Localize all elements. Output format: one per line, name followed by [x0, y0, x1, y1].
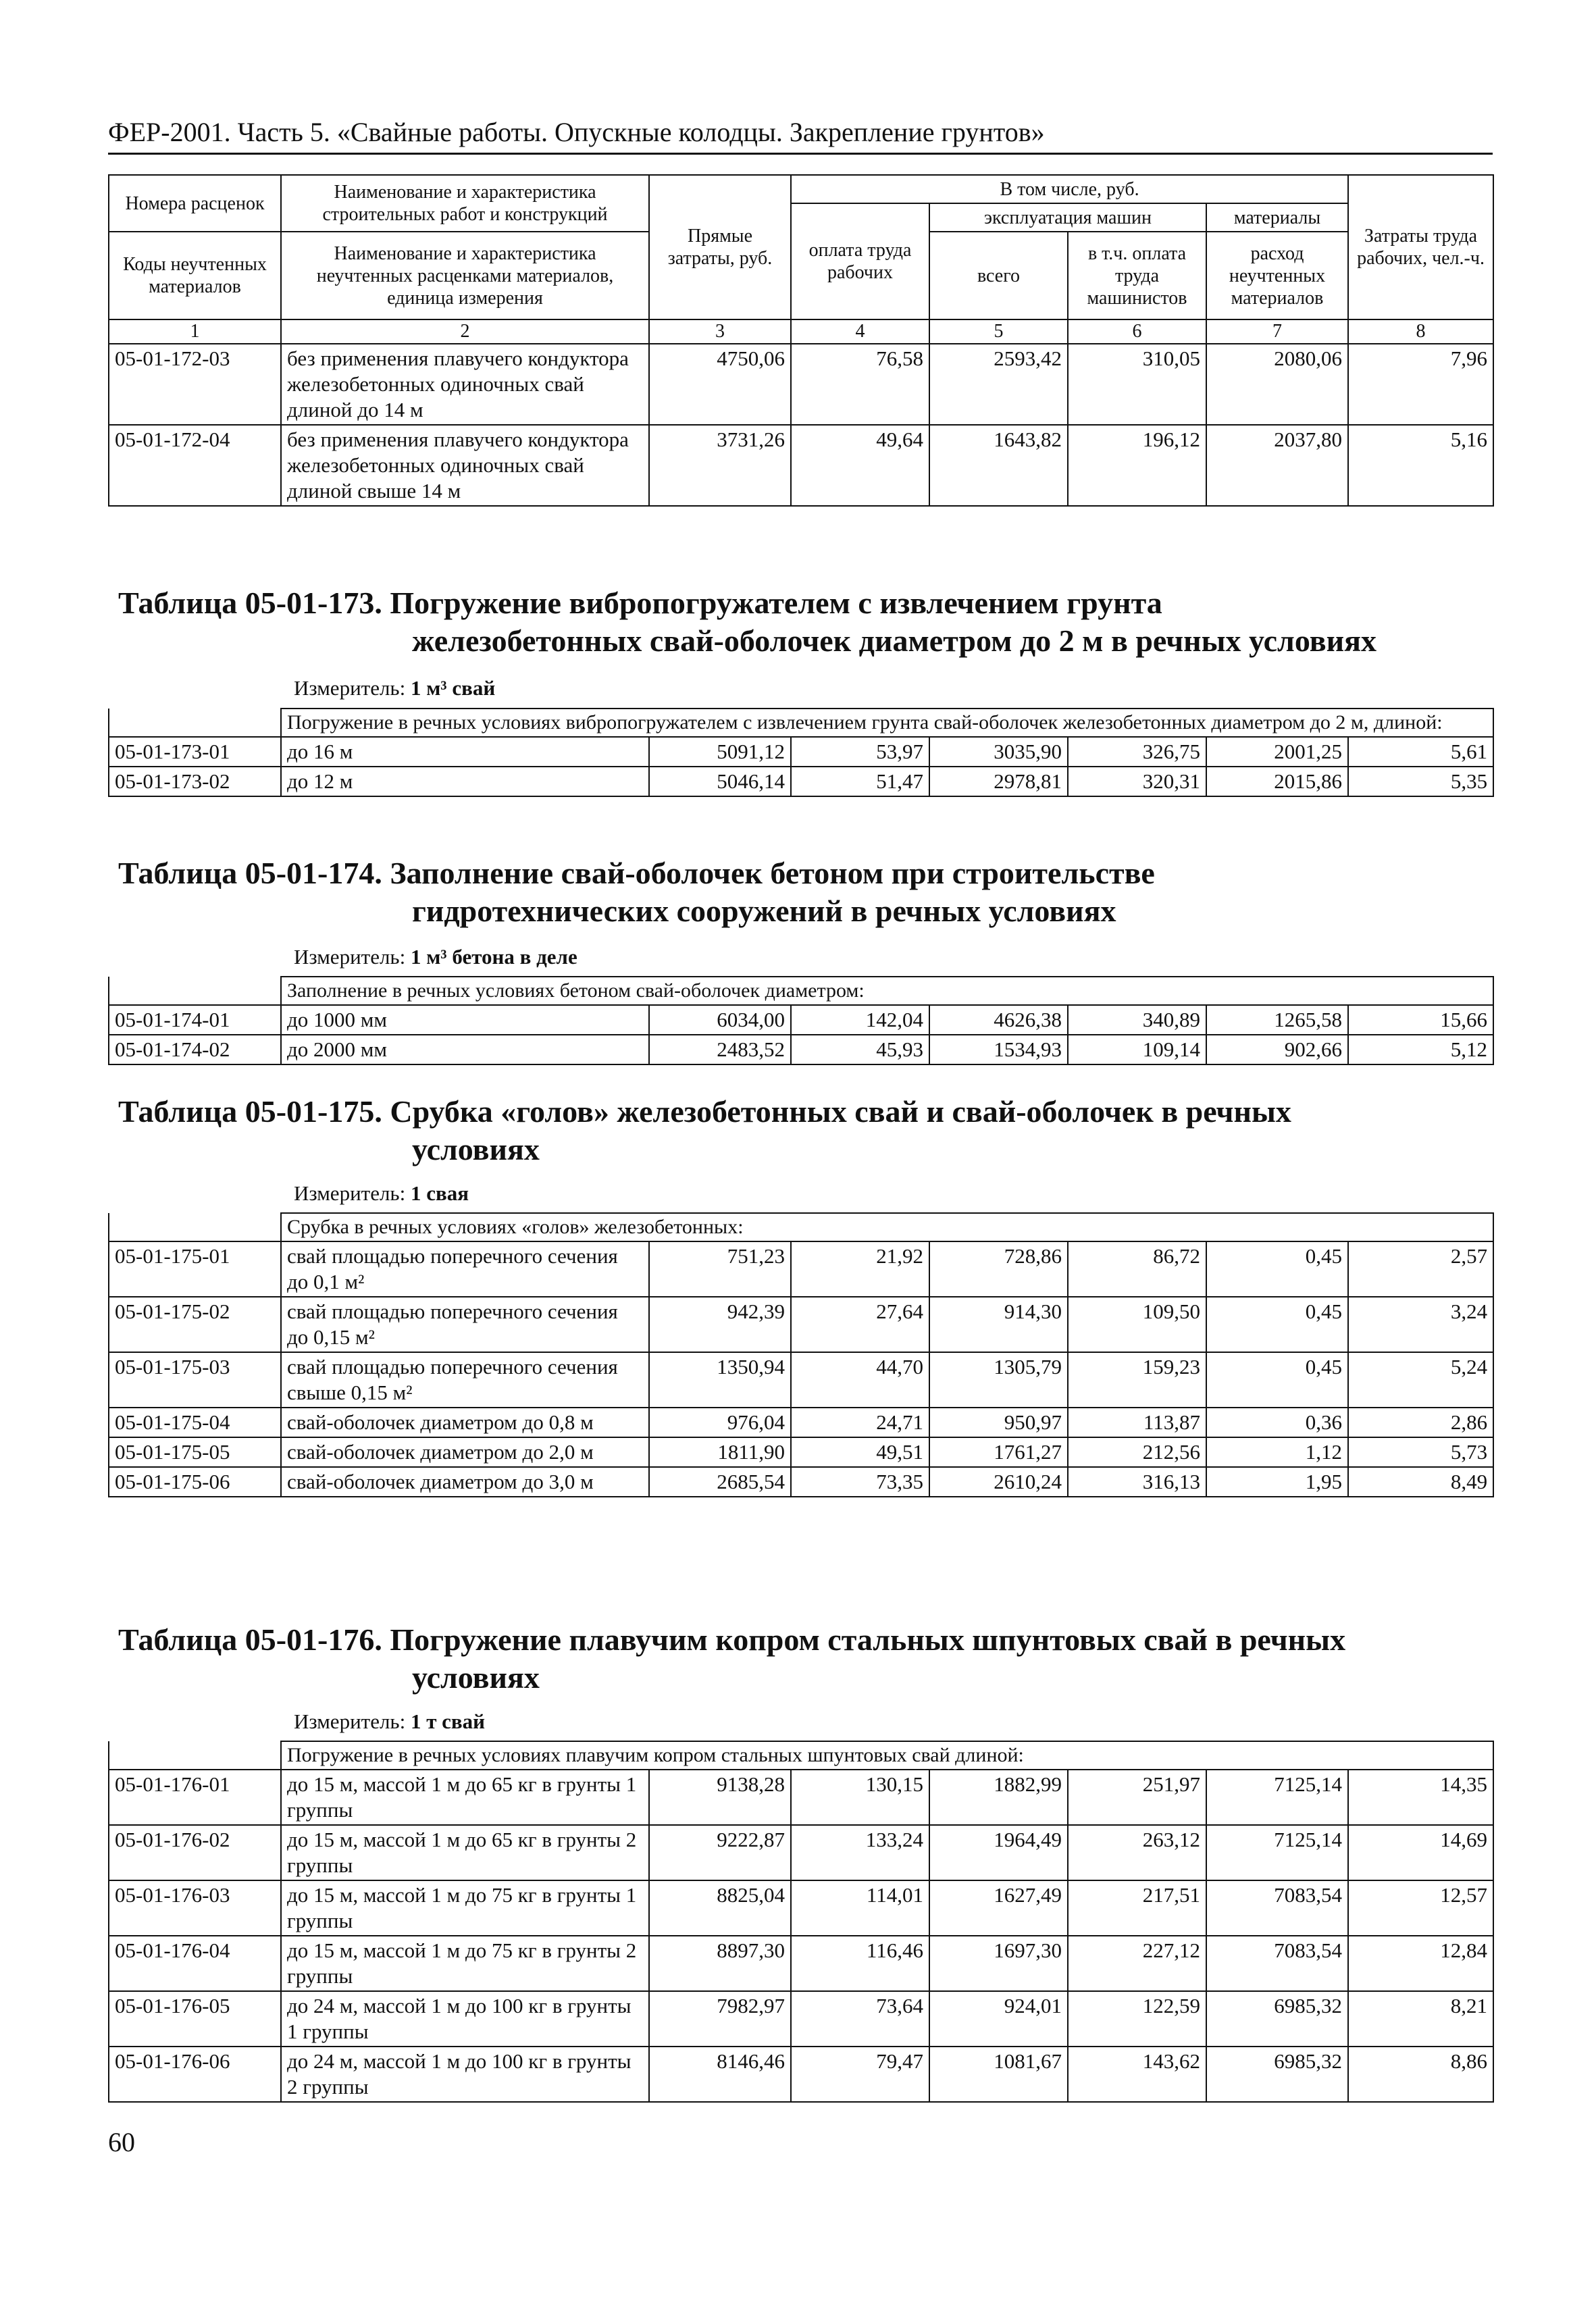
rate-code: 05-01-173-01 — [109, 737, 281, 767]
measure-label: Измеритель: — [294, 1709, 406, 1733]
labor-cost: 2,86 — [1348, 1408, 1493, 1437]
labor-pay: 45,93 — [791, 1035, 929, 1064]
materials: 0,36 — [1206, 1408, 1348, 1437]
labor-cost: 8,21 — [1348, 1991, 1493, 2047]
materials: 6985,32 — [1206, 2047, 1348, 2102]
labor-pay: 114,01 — [791, 1880, 929, 1936]
table-title-173 — [118, 584, 1489, 660]
table-title-176 — [118, 1621, 1489, 1697]
labor-cost: 2,57 — [1348, 1241, 1493, 1297]
header-name-top: Наименование и характеристика строительных работ и конструкций — [281, 175, 649, 232]
machines-driver: 340,89 — [1068, 1005, 1206, 1035]
materials: 0,45 — [1206, 1241, 1348, 1297]
table-row — [109, 1408, 1493, 1437]
rate-code: 05-01-175-02 — [109, 1297, 281, 1352]
machines-driver: 109,14 — [1068, 1035, 1206, 1064]
direct-costs: 8897,30 — [649, 1936, 791, 1991]
rate-name: до 16 м — [281, 737, 649, 767]
labor-pay: 49,64 — [791, 425, 929, 506]
rate-code: 05-01-175-03 — [109, 1352, 281, 1408]
rate-code: 05-01-176-04 — [109, 1936, 281, 1991]
machines-total: 1964,49 — [929, 1825, 1068, 1880]
machines-total: 2978,81 — [929, 767, 1068, 796]
rate-name: до 2000 мм — [281, 1035, 649, 1064]
measure-value: 1 т свай — [410, 1709, 486, 1733]
direct-costs: 942,39 — [649, 1297, 791, 1352]
table-05-01-176 — [108, 1741, 1494, 2103]
labor-cost: 14,35 — [1348, 1770, 1493, 1825]
direct-costs: 8146,46 — [649, 2047, 791, 2102]
table-title-175 — [118, 1093, 1489, 1168]
machines-total: 1697,30 — [929, 1936, 1068, 1991]
materials: 7125,14 — [1206, 1825, 1348, 1880]
materials: 902,66 — [1206, 1035, 1348, 1064]
machines-total: 1534,93 — [929, 1035, 1068, 1064]
direct-costs: 2483,52 — [649, 1035, 791, 1064]
section-heading: Срубка в речных условиях «голов» железобетонных: — [281, 1213, 1493, 1241]
header-direct-costs: Прямые затраты, руб. — [649, 175, 791, 319]
direct-costs: 5046,14 — [649, 767, 791, 796]
table-title-line: условиях — [412, 1660, 540, 1695]
direct-costs: 4750,06 — [649, 344, 791, 425]
table-title-line: Таблица 05-01-174. Заполнение свай-оболочек бетоном при строительстве — [118, 856, 1155, 890]
machines-total: 950,97 — [929, 1408, 1068, 1437]
measure-label: Измеритель: — [294, 945, 406, 969]
materials: 2037,80 — [1206, 425, 1348, 506]
labor-pay: 21,92 — [791, 1241, 929, 1297]
labor-pay: 130,15 — [791, 1770, 929, 1825]
rate-code: 05-01-175-04 — [109, 1408, 281, 1437]
direct-costs: 1350,94 — [649, 1352, 791, 1408]
table-row — [109, 1991, 1493, 2047]
table-row — [109, 425, 1493, 506]
machines-driver: 212,56 — [1068, 1437, 1206, 1467]
section-heading: Погружение в речных условиях вибропогружателем с извлечением грунта свай-оболочек железобетонных диаметром до 2 м, длиной: — [281, 709, 1493, 737]
machines-total: 1627,49 — [929, 1880, 1068, 1936]
machines-driver: 310,05 — [1068, 344, 1206, 425]
labor-pay: 44,70 — [791, 1352, 929, 1408]
labor-pay: 24,71 — [791, 1408, 929, 1437]
rate-code: 05-01-174-02 — [109, 1035, 281, 1064]
labor-cost: 5,73 — [1348, 1437, 1493, 1467]
machines-total: 1081,67 — [929, 2047, 1068, 2102]
column-number: 5 — [929, 319, 1068, 344]
materials: 1,95 — [1206, 1467, 1348, 1497]
measure-value: 1 м³ свай — [410, 676, 496, 700]
materials: 2001,25 — [1206, 737, 1348, 767]
column-number: 3 — [649, 319, 791, 344]
materials: 7083,54 — [1206, 1880, 1348, 1936]
labor-cost: 7,96 — [1348, 344, 1493, 425]
header-materials-extra: расход неучтенных материалов — [1206, 232, 1348, 319]
direct-costs: 3731,26 — [649, 425, 791, 506]
rate-name: до 1000 мм — [281, 1005, 649, 1035]
machines-total: 1761,27 — [929, 1437, 1068, 1467]
machines-driver: 326,75 — [1068, 737, 1206, 767]
rate-name: свай-оболочек диаметром до 3,0 м — [281, 1467, 649, 1497]
labor-cost: 12,57 — [1348, 1880, 1493, 1936]
rate-code: 05-01-176-01 — [109, 1770, 281, 1825]
rate-code: 05-01-176-02 — [109, 1825, 281, 1880]
labor-cost: 12,84 — [1348, 1936, 1493, 1991]
materials: 1265,58 — [1206, 1005, 1348, 1035]
labor-pay: 142,04 — [791, 1005, 929, 1035]
materials: 0,45 — [1206, 1297, 1348, 1352]
table-row — [109, 767, 1493, 796]
measure-175 — [294, 1181, 469, 1206]
page-header: ФЕР-2001. Часть 5. «Свайные работы. Опускные колодцы. Закрепление грунтов» — [108, 116, 1493, 155]
rate-code: 05-01-175-06 — [109, 1467, 281, 1497]
labor-pay: 79,47 — [791, 2047, 929, 2102]
rate-code: 05-01-172-04 — [109, 425, 281, 506]
header-materials: материалы — [1206, 203, 1348, 232]
labor-pay: 76,58 — [791, 344, 929, 425]
labor-cost: 5,35 — [1348, 767, 1493, 796]
header-labor-pay: оплата труда рабочих — [791, 203, 929, 319]
machines-driver: 263,12 — [1068, 1825, 1206, 1880]
labor-pay: 73,35 — [791, 1467, 929, 1497]
machines-total: 4626,38 — [929, 1005, 1068, 1035]
header-name-bottom: Наименование и характеристика неучтенных расценками материалов, единица измерения — [281, 232, 649, 319]
header-labor-cost: Затраты труда рабочих, чел.-ч. — [1348, 175, 1493, 319]
rate-name: до 24 м, массой 1 м до 100 кг в грунты 2 группы — [281, 2047, 649, 2102]
header-machines-driver: в т.ч. оплата труда машинистов — [1068, 232, 1206, 319]
machines-driver: 227,12 — [1068, 1936, 1206, 1991]
measure-174 — [294, 944, 577, 970]
measure-176 — [294, 1709, 485, 1734]
table-row — [109, 1880, 1493, 1936]
table-05-01-174 — [108, 976, 1494, 1065]
materials: 7083,54 — [1206, 1936, 1348, 1991]
table-title-line: условиях — [412, 1132, 540, 1166]
direct-costs: 9138,28 — [649, 1770, 791, 1825]
direct-costs: 751,23 — [649, 1241, 791, 1297]
table-title-line: Таблица 05-01-176. Погружение плавучим копром стальных шпунтовых свай в речных — [118, 1622, 1346, 1657]
labor-cost: 8,49 — [1348, 1467, 1493, 1497]
labor-cost: 5,24 — [1348, 1352, 1493, 1408]
labor-pay: 133,24 — [791, 1825, 929, 1880]
column-number: 2 — [281, 319, 649, 344]
rate-code: 05-01-175-05 — [109, 1437, 281, 1467]
machines-total: 1882,99 — [929, 1770, 1068, 1825]
table-row — [109, 1297, 1493, 1352]
rate-name: до 24 м, массой 1 м до 100 кг в грунты 1 группы — [281, 1991, 649, 2047]
table-title-line: Таблица 05-01-175. Срубка «голов» железобетонных свай и свай-оболочек в речных — [118, 1094, 1291, 1129]
column-number: 1 — [109, 319, 281, 344]
direct-costs: 8825,04 — [649, 1880, 791, 1936]
labor-cost: 3,24 — [1348, 1297, 1493, 1352]
labor-pay: 73,64 — [791, 1991, 929, 2047]
machines-total: 914,30 — [929, 1297, 1068, 1352]
measure-value: 1 свая — [410, 1181, 469, 1205]
table-row — [109, 737, 1493, 767]
column-number: 8 — [1348, 319, 1493, 344]
section-heading: Погружение в речных условиях плавучим копром стальных шпунтовых свай длиной: — [281, 1741, 1493, 1770]
header-code-top: Номера расценок — [109, 175, 281, 232]
labor-pay: 53,97 — [791, 737, 929, 767]
rate-name: до 15 м, массой 1 м до 65 кг в грунты 1 группы — [281, 1770, 649, 1825]
table-row — [109, 1035, 1493, 1064]
table-05-01-172 — [108, 174, 1494, 530]
header-machines-total: всего — [929, 232, 1068, 319]
rate-code: 05-01-174-01 — [109, 1005, 281, 1035]
labor-pay: 116,46 — [791, 1936, 929, 1991]
machines-driver: 143,62 — [1068, 2047, 1206, 2102]
rate-name: свай-оболочек диаметром до 2,0 м — [281, 1437, 649, 1467]
labor-cost: 8,86 — [1348, 2047, 1493, 2102]
table-row — [109, 1437, 1493, 1467]
machines-total: 924,01 — [929, 1991, 1068, 2047]
table-row — [109, 1005, 1493, 1035]
labor-cost: 14,69 — [1348, 1825, 1493, 1880]
machines-driver: 196,12 — [1068, 425, 1206, 506]
labor-cost: 15,66 — [1348, 1005, 1493, 1035]
rate-name: без применения плавучего кондуктора железобетонных одиночных свай длиной до 14 м — [281, 344, 649, 425]
rate-name: свай площадью поперечного сечения свыше 0,15 м² — [281, 1352, 649, 1408]
machines-driver: 316,13 — [1068, 1467, 1206, 1497]
machines-total: 2610,24 — [929, 1467, 1068, 1497]
labor-cost: 5,12 — [1348, 1035, 1493, 1064]
measure-value: 1 м³ бетона в деле — [410, 945, 577, 969]
machines-driver: 251,97 — [1068, 1770, 1206, 1825]
measure-173 — [294, 675, 495, 701]
direct-costs: 6034,00 — [649, 1005, 791, 1035]
direct-costs: 976,04 — [649, 1408, 791, 1437]
table-05-01-173 — [108, 708, 1494, 797]
rate-name: свай площадью поперечного сечения до 0,15 м² — [281, 1297, 649, 1352]
materials: 2015,86 — [1206, 767, 1348, 796]
table-title-line: гидротехнических сооружений в речных условиях — [412, 894, 1116, 928]
rate-name: до 15 м, массой 1 м до 75 кг в грунты 2 группы — [281, 1936, 649, 1991]
rate-name: без применения плавучего кондуктора железобетонных одиночных свай длиной свыше 14 м — [281, 425, 649, 506]
rate-code: 05-01-175-01 — [109, 1241, 281, 1297]
direct-costs: 5091,12 — [649, 737, 791, 767]
header-including: В том числе, руб. — [791, 175, 1348, 203]
header-machines: эксплуатация машин — [929, 203, 1206, 232]
rate-code: 05-01-173-02 — [109, 767, 281, 796]
rate-name: свай-оболочек диаметром до 0,8 м — [281, 1408, 649, 1437]
table-row — [109, 1936, 1493, 1991]
header-code-bottom: Коды неучтенных материалов — [109, 232, 281, 319]
machines-driver: 109,50 — [1068, 1297, 1206, 1352]
section-heading: Заполнение в речных условиях бетоном свай-оболочек диаметром: — [281, 977, 1493, 1005]
table-row — [109, 1825, 1493, 1880]
measure-label: Измеритель: — [294, 1181, 406, 1205]
table-row — [109, 1770, 1493, 1825]
machines-total: 3035,90 — [929, 737, 1068, 767]
machines-driver: 122,59 — [1068, 1991, 1206, 2047]
machines-driver: 217,51 — [1068, 1880, 1206, 1936]
table-05-01-175 — [108, 1212, 1494, 1497]
machines-total: 1643,82 — [929, 425, 1068, 506]
labor-pay: 49,51 — [791, 1437, 929, 1467]
labor-pay: 27,64 — [791, 1297, 929, 1352]
rate-code: 05-01-176-03 — [109, 1880, 281, 1936]
labor-cost: 5,16 — [1348, 425, 1493, 506]
rate-name: свай площадью поперечного сечения до 0,1 м² — [281, 1241, 649, 1297]
materials: 1,12 — [1206, 1437, 1348, 1467]
rate-name: до 12 м — [281, 767, 649, 796]
direct-costs: 2685,54 — [649, 1467, 791, 1497]
measure-label: Измеритель: — [294, 676, 406, 700]
column-number: 6 — [1068, 319, 1206, 344]
labor-cost: 5,61 — [1348, 737, 1493, 767]
materials: 7125,14 — [1206, 1770, 1348, 1825]
machines-driver: 159,23 — [1068, 1352, 1206, 1408]
rate-code: 05-01-172-03 — [109, 344, 281, 425]
table-row — [109, 2047, 1493, 2102]
direct-costs: 7982,97 — [649, 1991, 791, 2047]
column-number: 4 — [791, 319, 929, 344]
direct-costs: 9222,87 — [649, 1825, 791, 1880]
table-title-line: железобетонных свай-оболочек диаметром до 2 м в речных условиях — [412, 623, 1376, 658]
machines-total: 1305,79 — [929, 1352, 1068, 1408]
table-row — [109, 344, 1493, 425]
machines-driver: 320,31 — [1068, 767, 1206, 796]
machines-total: 2593,42 — [929, 344, 1068, 425]
direct-costs: 1811,90 — [649, 1437, 791, 1467]
table-row — [109, 1467, 1493, 1497]
table-row — [109, 1241, 1493, 1297]
materials: 0,45 — [1206, 1352, 1348, 1408]
labor-pay: 51,47 — [791, 767, 929, 796]
machines-driver: 86,72 — [1068, 1241, 1206, 1297]
rate-code: 05-01-176-06 — [109, 2047, 281, 2102]
materials: 6985,32 — [1206, 1991, 1348, 2047]
page-number: 60 — [108, 2127, 135, 2157]
rate-name: до 15 м, массой 1 м до 75 кг в грунты 1 группы — [281, 1880, 649, 1936]
machines-total: 728,86 — [929, 1241, 1068, 1297]
column-number: 7 — [1206, 319, 1348, 344]
table-title-line: Таблица 05-01-173. Погружение вибропогружателем с извлечением грунта — [118, 586, 1162, 620]
table-row — [109, 1352, 1493, 1408]
rate-code: 05-01-176-05 — [109, 1991, 281, 2047]
table-title-174 — [118, 854, 1489, 930]
machines-driver: 113,87 — [1068, 1408, 1206, 1437]
rate-name: до 15 м, массой 1 м до 65 кг в грунты 2 группы — [281, 1825, 649, 1880]
materials: 2080,06 — [1206, 344, 1348, 425]
